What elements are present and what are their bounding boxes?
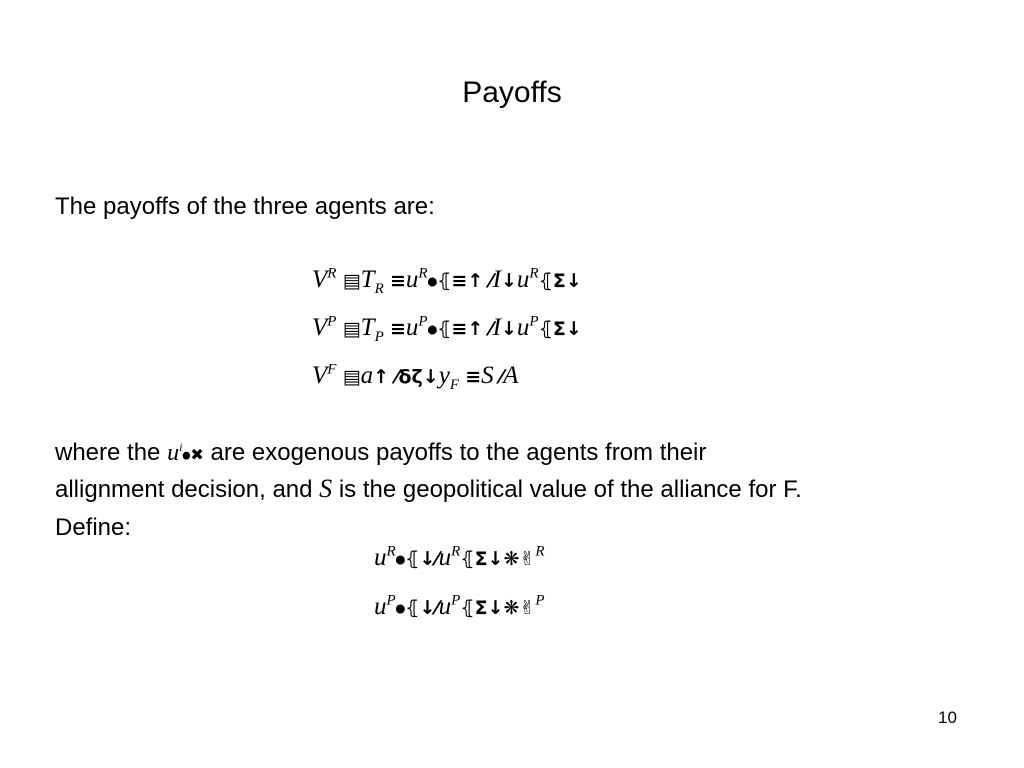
equation-vf: $V^F$ ▤a↑ $⁄\delta\zeta↓y_F \equiv S$ ⁄A (312, 361, 519, 393)
garbled-symbol: ≡ (389, 318, 406, 340)
eq3-a2: A (503, 362, 519, 389)
eq3-s: S (481, 362, 494, 389)
eq1-u2: u (516, 266, 530, 293)
eq3-lhs: $V^F$ (312, 361, 337, 389)
garbled-symbol: ⁄δζ↓ (395, 366, 439, 388)
garbled-symbol: ⦁✖ (182, 445, 204, 464)
garbled-symbol: ⦃Σ↓ (538, 318, 582, 340)
garbled-symbol: ⦁⦃↓⁄ (395, 548, 439, 570)
garbled-symbol: ▤ (342, 366, 361, 388)
eq3-a: a (360, 362, 374, 389)
where-suffix: are exogenous payoffs to the agents from their (210, 439, 707, 466)
eq2-lhs: $V^P$ (312, 313, 337, 341)
garbled-symbol: ≡ (389, 270, 406, 292)
definition-up: $u^P⦁⦃↓⁄u^P⦃\Sigma↓❋✌^P$ (374, 592, 545, 620)
where-prefix: where the (55, 439, 161, 466)
garbled-symbol: ⦁⦃≡↑ (427, 270, 484, 292)
garbled-symbol: ⦁⦃↓⁄ (395, 597, 439, 619)
garbled-symbol: ≡ (465, 366, 482, 388)
slide-title: Payoffs (462, 76, 562, 109)
eq1-t: T (360, 266, 375, 293)
define-label: Define: (55, 514, 132, 541)
eq2-u2: u (516, 314, 530, 341)
alliance-prefix: allignment decision, and (55, 476, 313, 503)
eq2-t: T (360, 314, 375, 341)
eq1-u: u (405, 266, 419, 293)
equation-vp: $V^P$ $▤T_P$ $\equiv u^P⦁⦃\equiv↑$ $⁄I↓u^P⦃\Sigma↓$ (312, 313, 582, 345)
garbled-symbol: ▤ (342, 270, 361, 292)
eq2-u: u (405, 314, 419, 341)
garbled-symbol: ▤ (342, 318, 361, 340)
garbled-symbol: ⦃Σ↓ (538, 270, 582, 292)
intro-text: The payoffs of the three agents are: (55, 193, 435, 220)
garbled-symbol: ⁄ (489, 270, 493, 292)
alliance-s-symbol: S (319, 474, 333, 503)
alliance-suffix: is the geopolitical value of the alliance for F. (338, 476, 802, 503)
page-number: 10 (938, 708, 957, 727)
where-line (55, 439, 706, 467)
eq2-i: I (492, 314, 501, 341)
garbled-symbol: ⁄ (499, 366, 504, 388)
eq3-y: y (438, 362, 450, 389)
garbled-symbol: ⁄ (489, 318, 493, 340)
garbled-symbol: ↓ (501, 270, 517, 292)
alliance-line (55, 474, 802, 504)
garbled-symbol: ↓ (501, 318, 517, 340)
garbled-symbol: ⦃Σ↓❋✌ (460, 597, 536, 619)
garbled-symbol: ↑ (373, 366, 390, 388)
where-u-symbol: $u^i⦁✖$ (167, 440, 204, 466)
eq1-i: I (492, 266, 501, 293)
definition-ur: $u^R⦁⦃↓⁄u^R⦃\Sigma↓❋✌^R$ (374, 543, 545, 571)
eq1-lhs: $V^R$ (312, 265, 337, 293)
garbled-symbol: ⦃Σ↓❋✌ (460, 548, 536, 570)
equation-vr: $V^R$ $▤T_R$ $\equiv u^R⦁⦃\equiv↑$ $⁄I↓u^R⦃\Sigma↓$ (312, 265, 582, 297)
garbled-symbol: ⦁⦃≡↑ (427, 318, 484, 340)
